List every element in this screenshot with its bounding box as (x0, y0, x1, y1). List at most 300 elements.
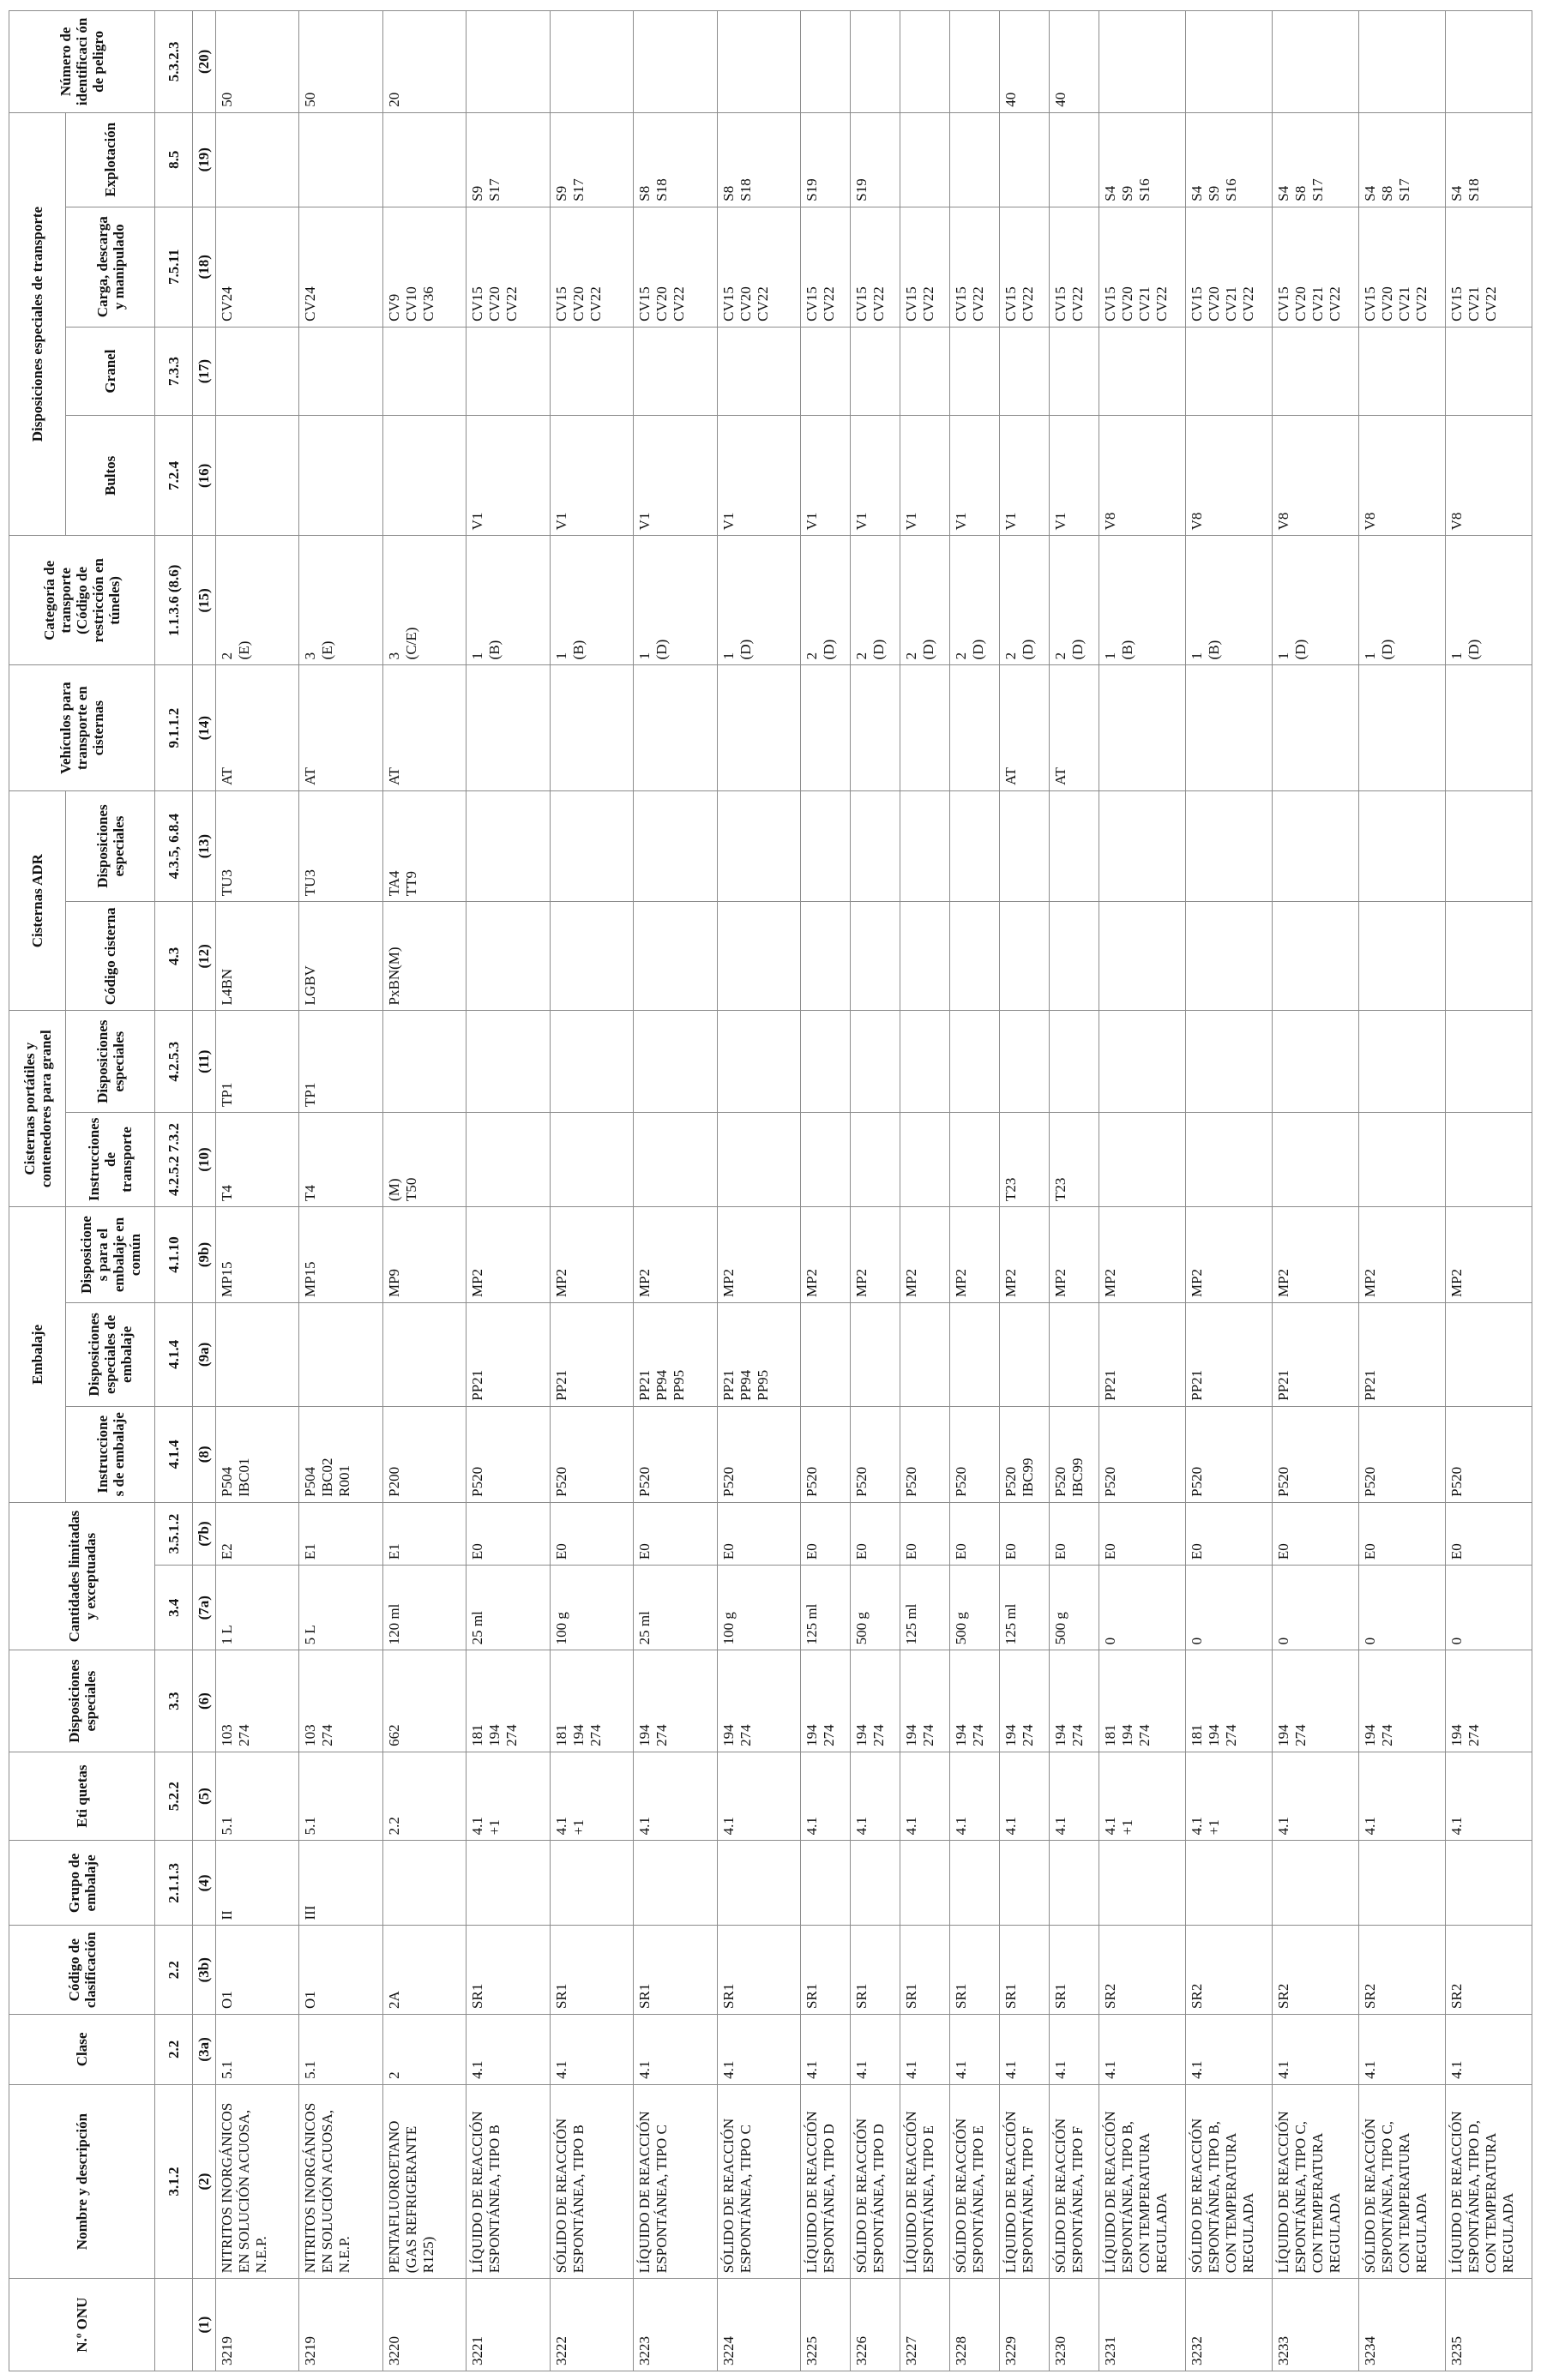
cell-col-21: CV15 CV20 CV21 CV22 (1186, 207, 1273, 327)
cell-col-20 (1050, 327, 1099, 415)
cell-col-8: 25 ml (467, 1566, 550, 1650)
cell-col-7: 181 194 274 (1099, 1650, 1186, 1752)
ref-cell-1: 3.1.2 (155, 2084, 193, 2278)
header-tank-special: Disposiciones especiales (66, 790, 155, 901)
cell-col-17 (900, 665, 950, 791)
ref-cell-22: 5.3.2.3 (155, 11, 193, 113)
cell-col-10: P520 (1186, 1406, 1273, 1502)
cell-col-11 (801, 1303, 851, 1407)
cell-col-7: 181 194 274 (1186, 1650, 1273, 1752)
cell-col-13: T23 (1050, 1113, 1099, 1207)
cell-col-17 (1099, 665, 1186, 791)
cell-col-21: CV15 CV22 (801, 207, 851, 327)
cell-col-14 (634, 1011, 717, 1113)
cell-col-14 (1099, 1011, 1186, 1113)
cell-col-7: 194 274 (851, 1650, 900, 1752)
cell-col-15 (1099, 902, 1186, 1011)
cell-col-10: P520 IBC99 (1050, 1406, 1099, 1502)
cell-col-4: SR1 (717, 1926, 800, 2014)
cell-col-19: V1 (950, 416, 1000, 536)
cell-col-7: 103 274 (216, 1650, 299, 1752)
cell-col-5 (851, 1841, 900, 1926)
cell-col-3: 2 (382, 2014, 466, 2084)
table-row (467, 11, 550, 2371)
cell-col-19: V1 (900, 416, 950, 536)
cell-col-1: 3219 (216, 2279, 299, 2371)
cell-col-6: 4.1 (1050, 1752, 1099, 1840)
cell-col-9: E0 (851, 1502, 900, 1565)
cell-col-20 (1358, 327, 1445, 415)
dangerous-goods-table (9, 10, 1532, 2371)
cell-col-5: III (299, 1841, 382, 1926)
cell-col-15 (1273, 902, 1359, 1011)
ref-cell-5: 5.2.2 (155, 1752, 193, 1840)
table-row (1445, 11, 1532, 2371)
cell-col-4: SR1 (467, 1926, 550, 2014)
cell-col-18: 2 (D) (900, 536, 950, 665)
cell-col-10: P520 (1099, 1406, 1186, 1502)
cell-col-11: PP21 (1358, 1303, 1445, 1407)
reference-row (155, 11, 193, 2371)
cell-col-21: CV15 CV20 CV22 (717, 207, 800, 327)
colnum-cell-15: (13) (193, 790, 216, 901)
cell-col-20 (851, 327, 900, 415)
cell-col-5 (801, 1841, 851, 1926)
cell-col-10: P504 IBC01 (216, 1406, 299, 1502)
cell-col-11 (1000, 1303, 1050, 1407)
colnum-cell-22: (20) (193, 11, 216, 113)
cell-col-17: AT (299, 665, 382, 791)
cell-col-23 (1273, 11, 1359, 113)
cell-col-2: NITRITOS INORGÁNICOS EN SOLUCIÓN ACUOSA, N.E.P. (216, 2084, 299, 2278)
cell-col-5 (1445, 1841, 1532, 1926)
cell-col-13 (467, 1113, 550, 1207)
cell-col-6: 4.1 (801, 1752, 851, 1840)
cell-col-17 (1445, 665, 1532, 791)
cell-col-12: MP2 (1186, 1206, 1273, 1302)
cell-col-2: PENTAFLUOROETANO (GAS REFRIGERANTE R125) (382, 2084, 466, 2278)
cell-col-17 (950, 665, 1000, 791)
cell-col-8: 125 ml (900, 1566, 950, 1650)
header-packages: Bultos (66, 416, 155, 536)
ref-cell-0 (155, 2279, 193, 2371)
cell-col-18: 1 (D) (717, 536, 800, 665)
ref-cell-20: 7.5.11 (155, 207, 193, 327)
cell-col-4: SR2 (1445, 1926, 1532, 2014)
cell-col-3: 4.1 (1273, 2014, 1359, 2084)
cell-col-3: 5.1 (216, 2014, 299, 2084)
cell-col-23 (634, 11, 717, 113)
cell-col-10: P520 (801, 1406, 851, 1502)
cell-col-4: SR1 (851, 1926, 900, 2014)
cell-col-15 (634, 902, 717, 1011)
cell-col-8: 1 L (216, 1566, 299, 1650)
cell-col-15 (1358, 902, 1445, 1011)
cell-col-18: 1 (D) (1273, 536, 1359, 665)
cell-col-18: 2 (D) (801, 536, 851, 665)
cell-col-10: P520 (1445, 1406, 1532, 1502)
cell-col-6: 4.1 +1 (467, 1752, 550, 1840)
cell-col-16 (1273, 790, 1359, 901)
cell-col-9: E0 (1273, 1502, 1359, 1565)
header-packing-special: Disposiciones especiales de embalaje (66, 1303, 155, 1407)
cell-col-23: 40 (1050, 11, 1099, 113)
cell-col-17 (1186, 665, 1273, 791)
cell-col-20 (1186, 327, 1273, 415)
cell-col-8: 100 g (717, 1566, 800, 1650)
cell-col-1: 3226 (851, 2279, 900, 2371)
cell-col-1: 3223 (634, 2279, 717, 2371)
ref-cell-7: 3.4 (155, 1566, 193, 1650)
cell-col-10: P520 (851, 1406, 900, 1502)
cell-col-6: 4.1 (1445, 1752, 1532, 1840)
table-row (550, 11, 633, 2371)
cell-col-9: E0 (1050, 1502, 1099, 1565)
cell-col-2: LÍQUIDO DE REACCIÓN ESPONTÁNEA, TIPO D, CON TEMPERATURA REGULADA (1445, 2084, 1532, 2278)
cell-col-10: P520 (717, 1406, 800, 1502)
cell-col-2: SÓLIDO DE REACCIÓN ESPONTÁNEA, TIPO E (950, 2084, 1000, 2278)
cell-col-9: E0 (1186, 1502, 1273, 1565)
cell-col-20 (550, 327, 633, 415)
table-row (1358, 11, 1445, 2371)
cell-col-15 (550, 902, 633, 1011)
cell-col-22 (216, 112, 299, 207)
colnum-cell-1: (2) (193, 2084, 216, 2278)
cell-col-6: 4.1 +1 (550, 1752, 633, 1840)
table-row (1099, 11, 1186, 2371)
cell-col-11: PP21 (550, 1303, 633, 1407)
cell-col-5 (950, 1841, 1000, 1926)
cell-col-17 (851, 665, 900, 791)
colnum-cell-17: (15) (193, 536, 216, 665)
cell-col-8: 0 (1358, 1566, 1445, 1650)
colnum-cell-20: (18) (193, 207, 216, 327)
cell-col-8: 25 ml (634, 1566, 717, 1650)
cell-col-12: MP2 (467, 1206, 550, 1302)
cell-col-22 (950, 112, 1000, 207)
cell-col-21: CV15 CV22 (950, 207, 1000, 327)
cell-col-21: CV15 CV20 CV21 CV22 (1273, 207, 1359, 327)
table-row (299, 11, 382, 2371)
colnum-cell-19: (17) (193, 327, 216, 415)
cell-col-12: MP2 (950, 1206, 1000, 1302)
cell-col-8: 120 ml (382, 1566, 466, 1650)
colnum-cell-2: (3a) (193, 2014, 216, 2084)
cell-col-1: 3232 (1186, 2279, 1273, 2371)
cell-col-8: 500 g (851, 1566, 900, 1650)
cell-col-23 (1445, 11, 1532, 113)
cell-col-13 (801, 1113, 851, 1207)
cell-col-14 (851, 1011, 900, 1113)
header-mixed-packing: Disposicione s para el embalaje en común (66, 1206, 155, 1302)
cell-col-12: MP2 (801, 1206, 851, 1302)
cell-col-4: SR2 (1186, 1926, 1273, 2014)
cell-col-14 (1050, 1011, 1099, 1113)
cell-col-9: E0 (1358, 1502, 1445, 1565)
table-row (1186, 11, 1273, 2371)
cell-col-18: 2 (D) (1000, 536, 1050, 665)
cell-col-21: CV24 (299, 207, 382, 327)
cell-col-17: AT (216, 665, 299, 791)
cell-col-20 (634, 327, 717, 415)
cell-col-12: MP2 (900, 1206, 950, 1302)
cell-col-7: 662 (382, 1650, 466, 1752)
cell-col-3: 4.1 (1186, 2014, 1273, 2084)
cell-col-16 (851, 790, 900, 901)
header-class: Clase (9, 2014, 155, 2084)
cell-col-21: CV15 CV22 (1000, 207, 1050, 327)
table-row (1000, 11, 1050, 2371)
ref-cell-21: 8.5 (155, 112, 193, 207)
cell-col-19: V1 (1000, 416, 1050, 536)
cell-col-8: 500 g (1050, 1566, 1099, 1650)
cell-col-4: O1 (216, 1926, 299, 2014)
cell-col-4: SR1 (900, 1926, 950, 2014)
header-un-no: N.º ONU (9, 2279, 155, 2371)
table-row (1273, 11, 1359, 2371)
cell-col-16 (1445, 790, 1532, 901)
cell-col-16: TA4 TT9 (382, 790, 466, 901)
cell-col-19: V1 (717, 416, 800, 536)
cell-col-4: 2A (382, 1926, 466, 2014)
cell-col-3: 4.1 (634, 2014, 717, 2084)
cell-col-20 (900, 327, 950, 415)
colnum-cell-6: (6) (193, 1650, 216, 1752)
cell-col-12: MP15 (216, 1206, 299, 1302)
cell-col-1: 3235 (1445, 2279, 1532, 2371)
cell-col-23 (801, 11, 851, 113)
cell-col-5 (1050, 1841, 1099, 1926)
cell-col-8: 5 L (299, 1566, 382, 1650)
cell-col-15 (1050, 902, 1099, 1011)
ref-cell-9: 4.1.4 (155, 1406, 193, 1502)
header-tank-code: Código cisterna (66, 902, 155, 1011)
colnum-cell-14: (12) (193, 902, 216, 1011)
cell-col-7: 194 274 (801, 1650, 851, 1752)
cell-col-2: SÓLIDO DE REACCIÓN ESPONTÁNEA, TIPO C, CON TEMPERATURA REGULADA (1358, 2084, 1445, 2278)
cell-col-18: 1 (B) (550, 536, 633, 665)
cell-col-23 (950, 11, 1000, 113)
cell-col-22 (299, 112, 382, 207)
cell-col-1: 3224 (717, 2279, 800, 2371)
cell-col-15 (1445, 902, 1532, 1011)
cell-col-1: 3231 (1099, 2279, 1186, 2371)
header-transport-instructions: Instrucciones de transporte (66, 1113, 155, 1207)
cell-col-16 (900, 790, 950, 901)
cell-col-11 (851, 1303, 900, 1407)
ref-cell-8: 3.5.1.2 (155, 1502, 193, 1565)
cell-col-6: 4.1 (900, 1752, 950, 1840)
cell-col-20 (950, 327, 1000, 415)
header-portable-special: Disposiciones especiales (66, 1011, 155, 1113)
cell-col-15: LGBV (299, 902, 382, 1011)
cell-col-15: L4BN (216, 902, 299, 1011)
cell-col-6: 4.1 (1273, 1752, 1359, 1840)
colnum-cell-7: (7a) (193, 1566, 216, 1650)
cell-col-22: S19 (801, 112, 851, 207)
cell-col-4: O1 (299, 1926, 382, 2014)
cell-col-19 (216, 416, 299, 536)
colnum-cell-8: (7b) (193, 1502, 216, 1565)
cell-col-17 (1358, 665, 1445, 791)
cell-col-21: CV15 CV20 CV22 (467, 207, 550, 327)
cell-col-11 (900, 1303, 950, 1407)
cell-col-23: 50 (299, 11, 382, 113)
cell-col-12: MP2 (1050, 1206, 1099, 1302)
cell-col-20 (801, 327, 851, 415)
table-body (216, 11, 1532, 2371)
cell-col-14 (1186, 1011, 1273, 1113)
cell-col-14 (467, 1011, 550, 1113)
header-bulk: Granel (66, 327, 155, 415)
colnum-cell-9: (8) (193, 1406, 216, 1502)
cell-col-7: 194 274 (1358, 1650, 1445, 1752)
cell-col-18: 2 (E) (216, 536, 299, 665)
cell-col-4: SR2 (1273, 1926, 1359, 2014)
cell-col-15 (851, 902, 900, 1011)
cell-col-18: 3 (C/E) (382, 536, 466, 665)
cell-col-2: LÍQUIDO DE REACCIÓN ESPONTÁNEA, TIPO D (801, 2084, 851, 2278)
ref-cell-11: 4.1.10 (155, 1206, 193, 1302)
cell-col-3: 4.1 (1050, 2014, 1099, 2084)
table-row (900, 11, 950, 2371)
cell-col-13 (851, 1113, 900, 1207)
cell-col-3: 4.1 (900, 2014, 950, 2084)
cell-col-3: 4.1 (1445, 2014, 1532, 2084)
cell-col-1: 3228 (950, 2279, 1000, 2371)
cell-col-11: PP21 (467, 1303, 550, 1407)
cell-col-2: LÍQUIDO DE REACCIÓN ESPONTÁNEA, TIPO F (1000, 2084, 1050, 2278)
header-portable-tanks-group: Cisternas portátiles y contenedores para granel (9, 1011, 66, 1207)
table-row (717, 11, 800, 2371)
cell-col-15 (801, 902, 851, 1011)
cell-col-5: II (216, 1841, 299, 1926)
cell-col-10: P520 (467, 1406, 550, 1502)
cell-col-18: 1 (B) (467, 536, 550, 665)
cell-col-2: SÓLIDO DE REACCIÓN ESPONTÁNEA, TIPO F (1050, 2084, 1099, 2278)
cell-col-16 (950, 790, 1000, 901)
header-packing-instructions: Instruccione s de embalaje (66, 1406, 155, 1502)
header-packaging-group: Embalaje (9, 1206, 66, 1502)
cell-col-17 (550, 665, 633, 791)
cell-col-22: S4 S9 S16 (1099, 112, 1186, 207)
cell-col-4: SR1 (950, 1926, 1000, 2014)
cell-col-17: AT (1000, 665, 1050, 791)
cell-col-8: 100 g (550, 1566, 633, 1650)
cell-col-7: 194 274 (900, 1650, 950, 1752)
cell-col-17: AT (382, 665, 466, 791)
cell-col-21: CV9 CV10 CV36 (382, 207, 466, 327)
cell-col-13: T4 (299, 1113, 382, 1207)
cell-col-20 (1445, 327, 1532, 415)
cell-col-18: 1 (D) (1358, 536, 1445, 665)
cell-col-6: 4.1 (851, 1752, 900, 1840)
cell-col-22: S8 S18 (634, 112, 717, 207)
cell-col-12: MP2 (1445, 1206, 1532, 1302)
cell-col-6: 5.1 (216, 1752, 299, 1840)
cell-col-1: 3227 (900, 2279, 950, 2371)
cell-col-12: MP2 (1000, 1206, 1050, 1302)
cell-col-22: S4 S18 (1445, 112, 1532, 207)
cell-col-11 (382, 1303, 466, 1407)
cell-col-16 (550, 790, 633, 901)
cell-col-20 (1099, 327, 1186, 415)
cell-col-7: 194 274 (1445, 1650, 1532, 1752)
cell-col-16 (1050, 790, 1099, 901)
cell-col-11 (950, 1303, 1000, 1407)
cell-col-18: 3 (E) (299, 536, 382, 665)
cell-col-14 (1273, 1011, 1359, 1113)
cell-col-4: SR1 (550, 1926, 633, 2014)
cell-col-11: PP21 PP94 PP95 (717, 1303, 800, 1407)
cell-col-1: 3222 (550, 2279, 633, 2371)
cell-col-19: V1 (801, 416, 851, 536)
cell-col-22: S19 (851, 112, 900, 207)
cell-col-9: E0 (950, 1502, 1000, 1565)
cell-col-22 (1000, 112, 1050, 207)
cell-col-21: CV15 CV22 (1050, 207, 1099, 327)
cell-col-19 (299, 416, 382, 536)
cell-col-2: LÍQUIDO DE REACCIÓN ESPONTÁNEA, TIPO C (634, 2084, 717, 2278)
ref-cell-19: 7.3.3 (155, 327, 193, 415)
table-row (382, 11, 466, 2371)
colnum-cell-3: (3b) (193, 1926, 216, 2014)
cell-col-2: LÍQUIDO DE REACCIÓN ESPONTÁNEA, TIPO B (467, 2084, 550, 2278)
table-row (950, 11, 1000, 2371)
cell-col-21: CV15 CV20 CV21 CV22 (1099, 207, 1186, 327)
colnum-cell-5: (5) (193, 1752, 216, 1840)
cell-col-1: 3220 (382, 2279, 466, 2371)
cell-col-11: PP21 (1099, 1303, 1186, 1407)
cell-col-13 (1445, 1113, 1532, 1207)
cell-col-19: V8 (1186, 416, 1273, 536)
cell-col-16 (1099, 790, 1186, 901)
cell-col-9: E0 (634, 1502, 717, 1565)
cell-col-6: 4.1 (950, 1752, 1000, 1840)
cell-col-23 (550, 11, 633, 113)
header-pack-group: Grupo de embalaje (9, 1841, 155, 1926)
cell-col-21: CV15 CV20 CV21 CV22 (1358, 207, 1445, 327)
cell-col-4: SR2 (1358, 1926, 1445, 2014)
cell-col-15 (717, 902, 800, 1011)
header-class-code: Código de clasificación (9, 1926, 155, 2014)
cell-col-10: P520 (1358, 1406, 1445, 1502)
header-labels: Eti quetas (9, 1752, 155, 1840)
cell-col-17 (634, 665, 717, 791)
cell-col-17 (1273, 665, 1359, 791)
cell-col-4: SR1 (634, 1926, 717, 2014)
cell-col-23: 20 (382, 11, 466, 113)
cell-col-1: 3234 (1358, 2279, 1445, 2371)
cell-col-9: E0 (1099, 1502, 1186, 1565)
cell-col-17 (467, 665, 550, 791)
cell-col-2: LÍQUIDO DE REACCIÓN ESPONTÁNEA, TIPO C, CON TEMPERATURA REGULADA (1273, 2084, 1359, 2278)
cell-col-22: S4 S8 S17 (1358, 112, 1445, 207)
ref-cell-10: 4.1.4 (155, 1303, 193, 1407)
header-adr-tanks-group: Cisternas ADR (9, 790, 66, 1011)
cell-col-15 (467, 902, 550, 1011)
cell-col-10: P504 IBC02 R001 (299, 1406, 382, 1502)
cell-col-13: T23 (1000, 1113, 1050, 1207)
cell-col-21: CV15 CV22 (851, 207, 900, 327)
cell-col-5 (1099, 1841, 1186, 1926)
header-tank-vehicles: Vehículos para transporte en cisternas (9, 665, 155, 791)
header-hazard-id: Número de identificaci ón de peligro (9, 11, 155, 113)
cell-col-6: 4.1 +1 (1099, 1752, 1186, 1840)
cell-col-19: V1 (634, 416, 717, 536)
cell-col-4: SR2 (1099, 1926, 1186, 2014)
cell-col-16 (467, 790, 550, 901)
